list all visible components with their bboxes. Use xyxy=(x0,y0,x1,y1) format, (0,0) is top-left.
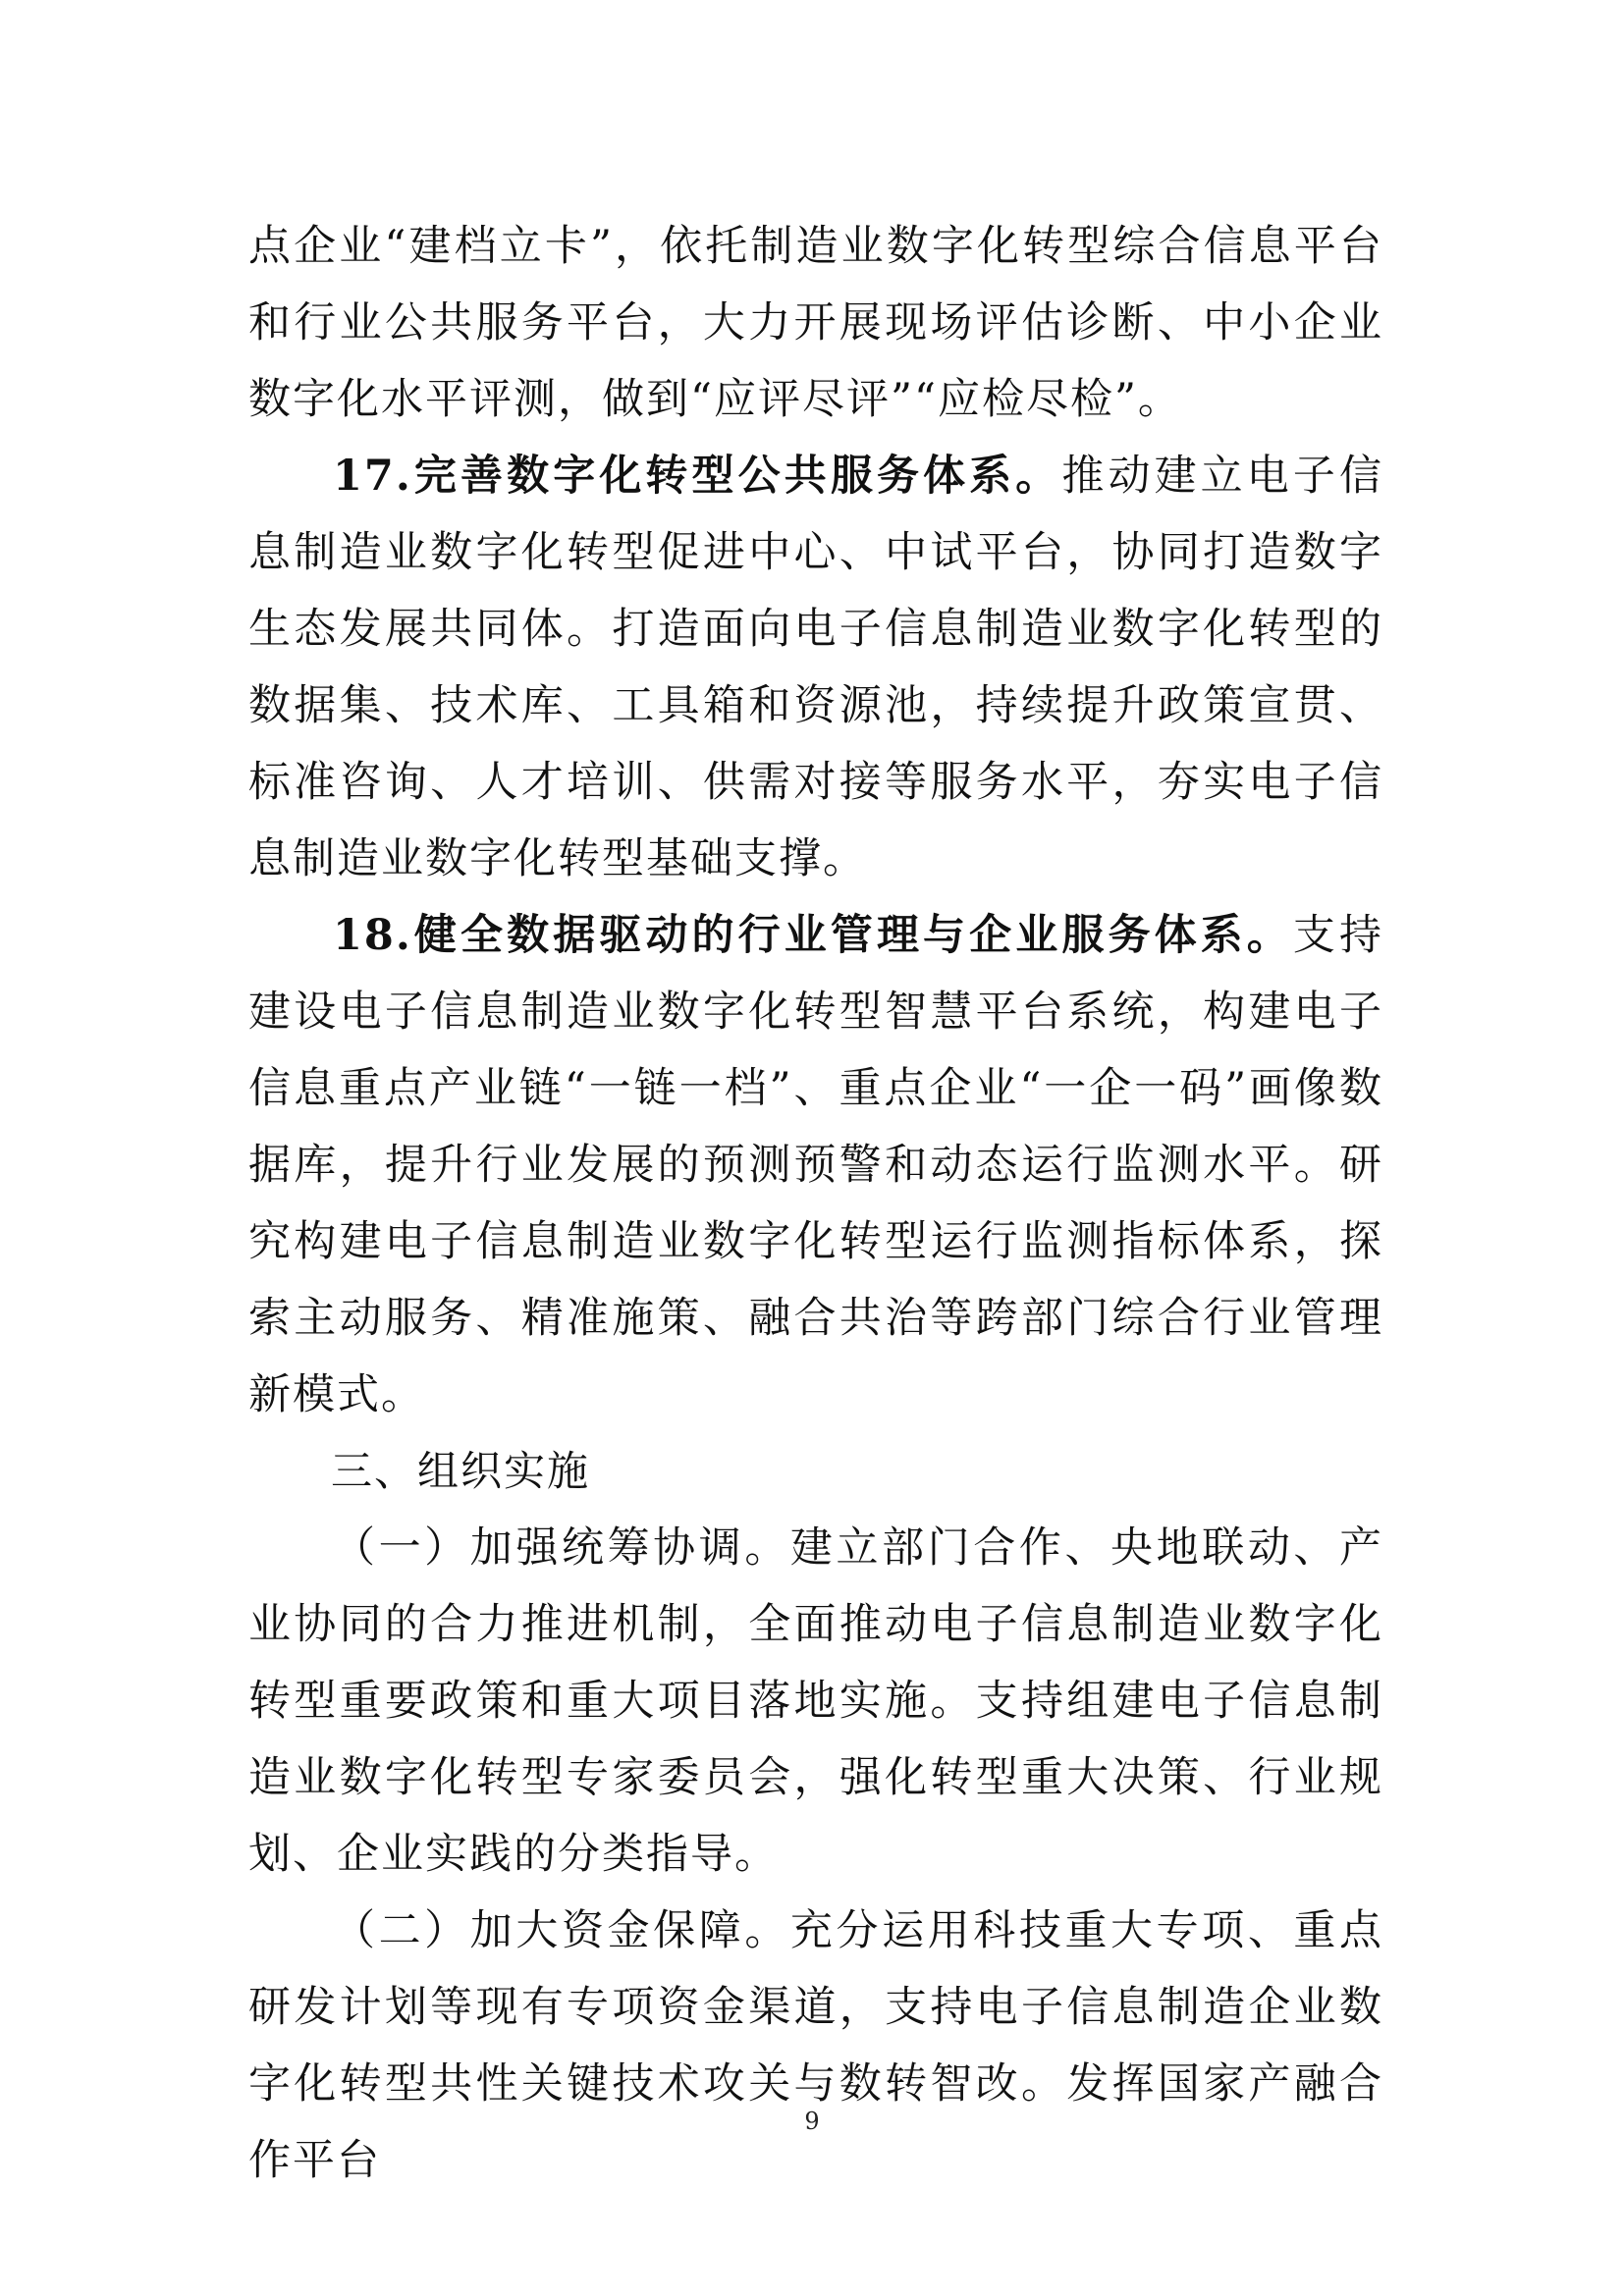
paragraph-text: （一）加强统筹协调。建立部门合作、央地联动、产业协同的合力推进机制，全面推动电子信息制造业数字化转型重要政策和重大项目落地实施。支持组建电子信息制造业数字化转型专家委员会，强化转型重大决策、行业规划、企业实践的分类指导。 xyxy=(248,1523,1383,1879)
paragraph-text: （二）加大资金保障。充分运用科技重大专项、重点研发计划等现有专项资金渠道，支持电子信息制造企业数字化转型共性关键技术攻关与数转智改。发挥国家产融合作平台 xyxy=(248,1906,1383,2185)
paragraph-text: 推动建立电子信息制造业数字化转型促进中心、中试平台，协同打造数字生态发展共同体。打造面向电子信息制造业数字化转型的数据集、技术库、工具箱和资源池，持续提升政策宣贯、标准咨询、人才培训、供需对接等服务水平，夯实电子信息制造业数字化转型基础支撑。 xyxy=(248,452,1384,883)
paragraph-funding xyxy=(248,1893,1383,2199)
paragraph-item-18 xyxy=(248,897,1383,1433)
item-heading-18: 18.健全数据驱动的行业管理与企业服务体系。 xyxy=(333,911,1293,960)
document-body xyxy=(248,208,1383,2199)
section-heading-organization: 三、组织实施 xyxy=(331,1447,591,1495)
paragraph-item-17 xyxy=(248,438,1383,897)
paragraph-text: 点企业“建档立卡”，依托制造业数字化转型综合信息平台和行业公共服务平台，大力开展现场评估诊断、中小企业数字化水平评测，做到“应评尽评”“应检尽检”。 xyxy=(248,222,1383,424)
item-heading-17: 17.完善数字化转型公共服务体系。 xyxy=(333,452,1062,501)
paragraph-continuation xyxy=(248,208,1383,438)
page-number: 9 xyxy=(804,2108,820,2135)
paragraph-coordination xyxy=(248,1510,1383,1893)
paragraph-text: 支持建设电子信息制造业数字化转型智慧平台系统，构建电子信息重点产业链“一链一档”、重点企业“一企一码”画像数据库，提升行业发展的预测预警和动态运行监测水平。研究构建电子信息制造业数字化转型运行监测指标体系，探索主动服务、精准施策、融合共治等跨部门综合行业管理新模式。 xyxy=(248,911,1384,1419)
